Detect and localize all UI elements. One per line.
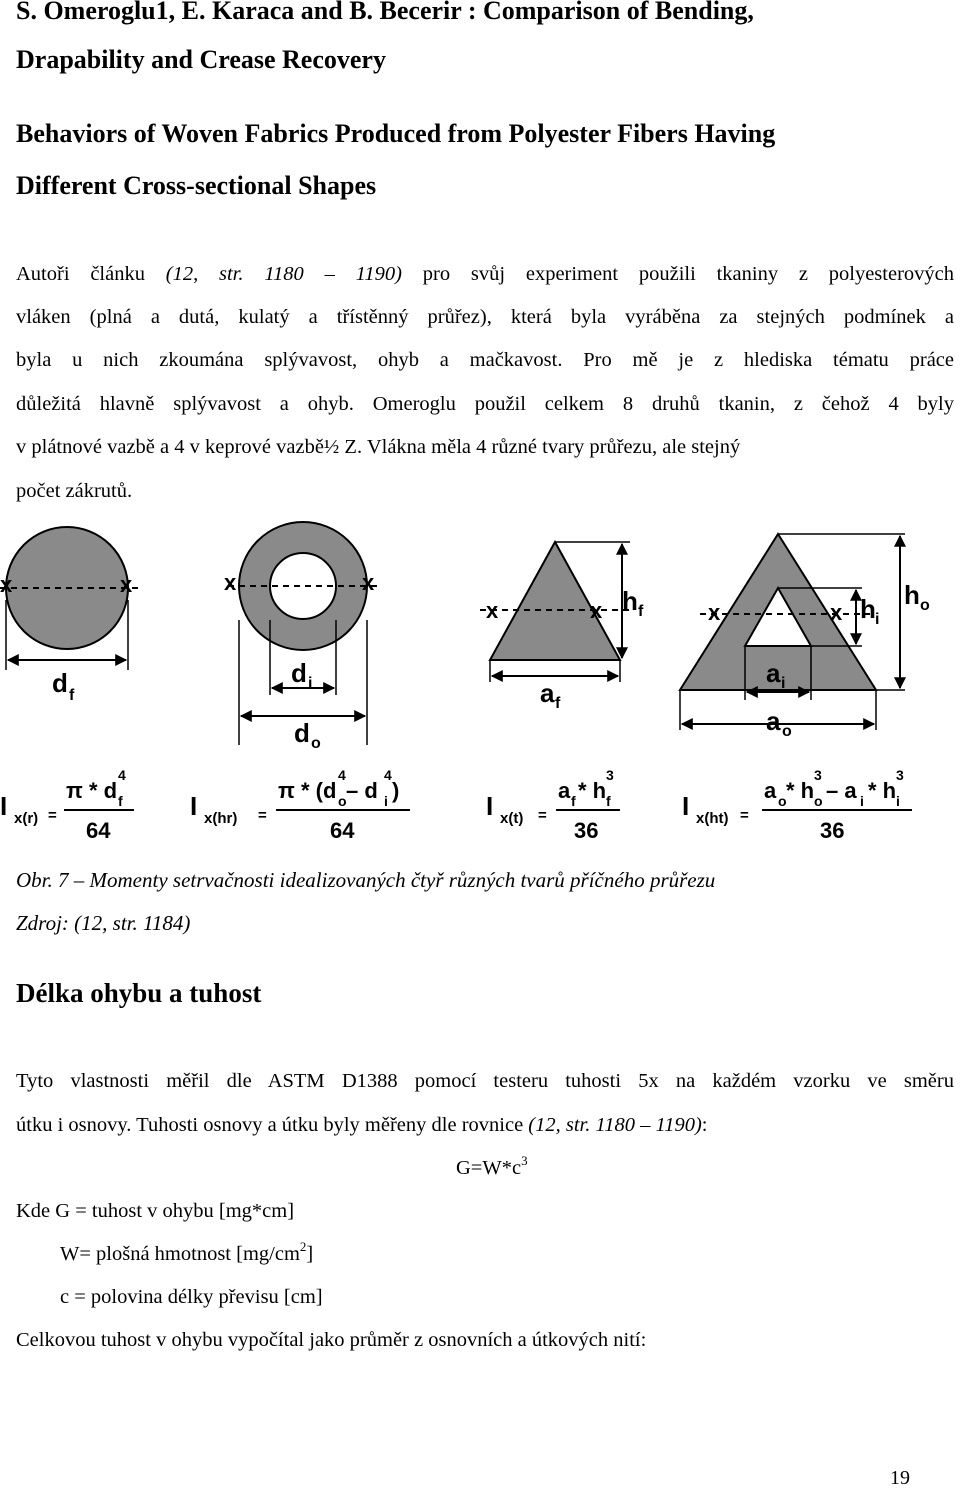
- definition-g: Kde G = tuhost v ohybu [mg*cm]: [16, 1200, 295, 1222]
- svg-text:=: =: [538, 807, 547, 824]
- final-sentence: Celkovou tuhost v ohybu vypočítal jako průměr z osnovních a útkových nití:: [16, 1329, 647, 1351]
- svg-text:o: o: [778, 793, 787, 809]
- svg-text:x(t): x(t): [500, 810, 524, 827]
- outer-side-label: a: [766, 706, 781, 736]
- cross-section-figure: [0, 520, 960, 850]
- svg-text:64: 64: [86, 818, 111, 843]
- inner-diameter-label: d: [291, 658, 307, 688]
- figure-caption: Obr. 7 – Momenty setrvačnosti idealizovaných čtyř různých tvarů příčného průřezu: [16, 868, 716, 892]
- article-title-line-2: Drapability and Crease Recovery: [16, 45, 386, 74]
- inner-height-label: h: [860, 594, 876, 624]
- figure-source: Zdroj: (12, str. 1184): [16, 911, 191, 935]
- stiffness-equation: $G=W*c^3$: [456, 1153, 528, 1179]
- cross-section-diagram: [0, 520, 960, 850]
- svg-text:a: a: [558, 778, 571, 803]
- intro-line-2: vláken (plná a dutá, kulatý a třístěnný průřez), která byla vyráběna za stejných podmínek a: [16, 306, 954, 328]
- subscript: f: [69, 687, 75, 704]
- svg-text:36: 36: [574, 818, 599, 843]
- solid-round-section: [0, 527, 140, 704]
- article-title-line-3: Behaviors of Woven Fabrics Produced from Polyester Fibers Having: [16, 119, 776, 148]
- svg-text:i: i: [384, 793, 388, 809]
- svg-text:3: 3: [896, 767, 904, 783]
- x-axis-label: x: [0, 572, 13, 597]
- section-line-1: Tyto vlastnosti měřil dle ASTM D1388 pomocí testeru tuhosti 5x na každém vzorku ve směru: [16, 1070, 954, 1092]
- x-axis-label: x: [590, 598, 603, 623]
- subscript: o: [311, 735, 321, 752]
- svg-text:* h: * h: [578, 778, 607, 803]
- hollow-round-section: [224, 522, 378, 752]
- svg-text:I: I: [682, 791, 690, 821]
- svg-text:a: a: [764, 778, 777, 803]
- svg-text:I: I: [0, 791, 8, 821]
- svg-text:– a: – a: [826, 778, 857, 803]
- svg-text:36: 36: [820, 818, 845, 843]
- svg-text:π * (d: π * (d: [278, 778, 337, 803]
- side-label: a: [540, 678, 555, 708]
- intro-line-1: Autoři článku (12, str. 1180 – 1190) pro svůj experiment použili tkaniny z polyesterových: [16, 263, 954, 285]
- subscript: f: [638, 603, 644, 620]
- svg-text:i: i: [860, 793, 864, 809]
- svg-text:I: I: [190, 791, 198, 821]
- svg-text:o: o: [338, 793, 347, 809]
- svg-text:=: =: [258, 807, 267, 824]
- x-axis-label: x: [120, 572, 133, 597]
- svg-text:4: 4: [384, 767, 392, 783]
- subscript: o: [782, 723, 792, 740]
- diameter-label: d: [52, 668, 68, 698]
- intro-line-3: byla u nich zkoumána splývavost, ohyb a mačkavost. Pro mě je z hlediska tématu práce: [16, 349, 954, 371]
- height-label: h: [622, 586, 638, 616]
- formula-triangle: [486, 767, 620, 843]
- intro-line-6: počet zákrutů.: [16, 480, 133, 502]
- outer-diameter-label: d: [294, 718, 310, 748]
- article-title-line-4: Different Cross-sectional Shapes: [16, 171, 377, 200]
- citation: (12, str. 1180 – 1190): [528, 1114, 702, 1136]
- svg-text:π * d: π * d: [66, 778, 118, 803]
- svg-text:– d: – d: [346, 778, 378, 803]
- svg-text:* h: * h: [868, 778, 897, 803]
- intro-line-5: v plátnové vazbě a 4 v keprové vazbě½ Z. Vlákna měla 4 různé tvary průřezu, ale stejný: [16, 436, 741, 458]
- x-axis-label: x: [708, 600, 721, 625]
- inner-side-label: a: [766, 658, 781, 688]
- svg-text:4: 4: [338, 767, 346, 783]
- x-axis-label: x: [224, 570, 237, 595]
- intro-line-4: důležitá hlavně splývavost a ohyb. Omeroglu použil celkem 8 druhů tkanin, z čehož 4 byly: [16, 393, 954, 415]
- svg-text:x(r): x(r): [14, 810, 39, 827]
- svg-text:=: =: [740, 807, 749, 824]
- citation: (12, str. 1180 – 1190): [165, 263, 402, 285]
- svg-text:x(hr): x(hr): [204, 810, 238, 827]
- section-title: Délka ohybu a tuhost: [16, 978, 262, 1008]
- hollow-triangle-section: [680, 534, 930, 740]
- x-axis-label: x: [362, 570, 375, 595]
- svg-text:I: I: [486, 791, 494, 821]
- svg-text:3: 3: [814, 767, 822, 783]
- svg-text:f: f: [571, 793, 576, 809]
- formula-round: [0, 767, 134, 843]
- svg-text:3: 3: [606, 767, 614, 783]
- svg-text:64: 64: [330, 818, 355, 843]
- page-number: 19: [890, 1467, 910, 1489]
- section-line-2: útku i osnovy. Tuhosti osnovy a útku byly měřeny dle rovnice (12, str. 1180 – 1190):: [16, 1114, 708, 1136]
- subscript: i: [308, 675, 313, 692]
- x-axis-label: x: [486, 598, 499, 623]
- svg-text:f: f: [606, 793, 611, 809]
- svg-text:=: =: [48, 807, 57, 824]
- svg-text:* h: * h: [786, 778, 815, 803]
- article-title-line-1: S. Omeroglu1, E. Karaca and B. Becerir : Comparison of Bending,: [16, 0, 754, 25]
- outer-height-label: h: [904, 580, 920, 610]
- svg-text:i: i: [896, 793, 900, 809]
- solid-triangle-section: [480, 542, 644, 712]
- svg-text:f: f: [118, 793, 123, 809]
- subscript: f: [555, 695, 561, 712]
- x-axis-label: x: [830, 600, 843, 625]
- formula-hollow-triangle: [682, 767, 912, 843]
- svg-text:4: 4: [118, 767, 126, 783]
- definition-w: W= plošná hmotnost $[mg/cm^2]$: [60, 1239, 314, 1265]
- svg-text:o: o: [814, 793, 823, 809]
- svg-text:x(ht): x(ht): [696, 810, 729, 827]
- formula-hollow-round: [190, 767, 410, 843]
- subscript: i: [875, 611, 880, 628]
- subscript: i: [781, 675, 786, 692]
- svg-text:): ): [392, 778, 400, 803]
- subscript: o: [920, 597, 930, 614]
- definition-c: c = polovina délky převisu [cm]: [60, 1286, 323, 1308]
